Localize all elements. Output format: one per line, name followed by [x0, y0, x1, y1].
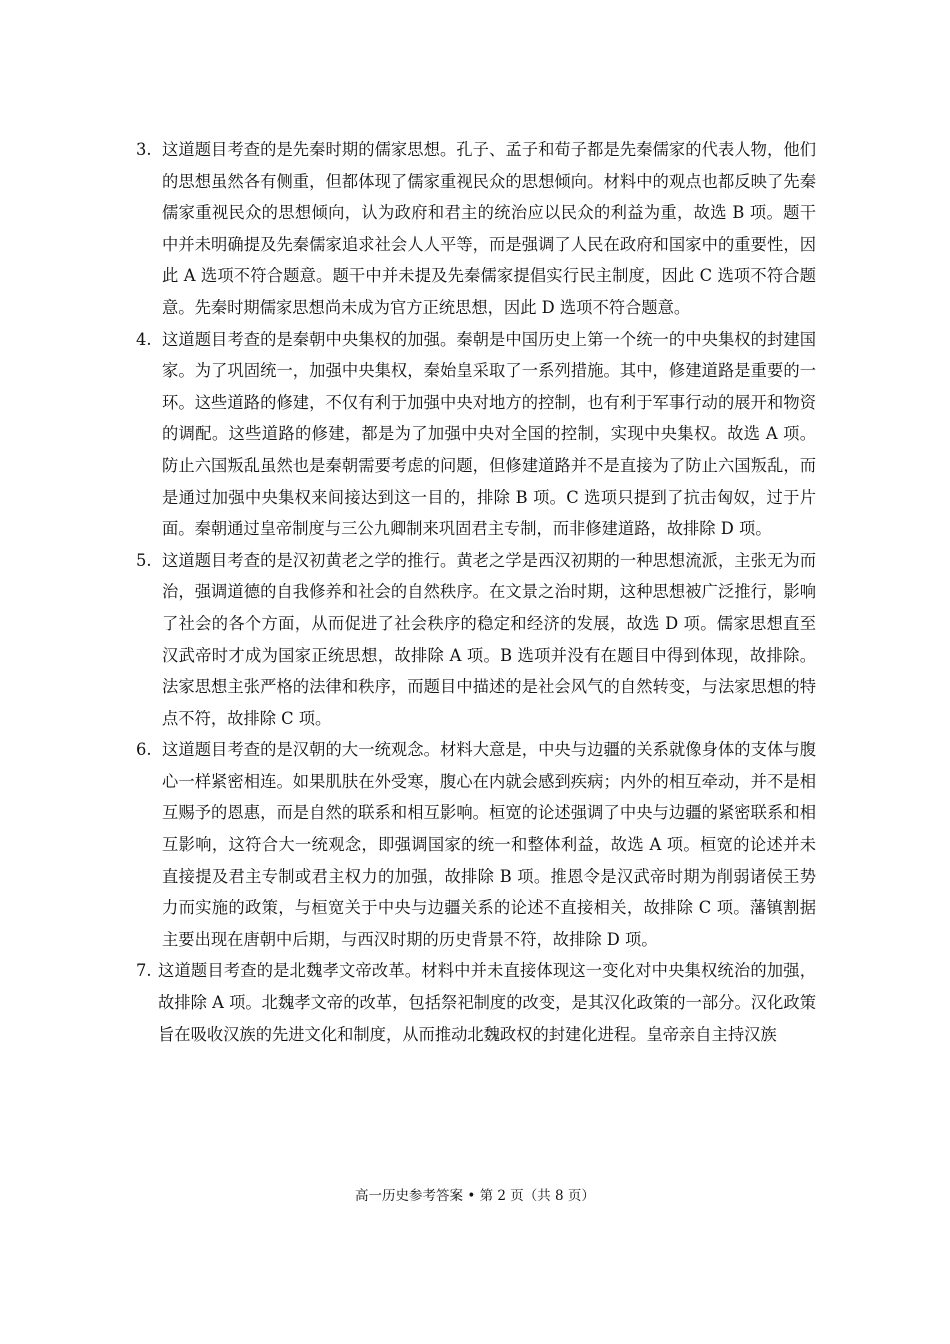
answer-number: 5.	[136, 550, 152, 570]
answer-number: 3.	[136, 140, 152, 159]
answer-text: 这道题目考查的是北魏孝文帝改革。材料中并未直接体现这一变化对中央集权统治的加强，故排除 A 项。北魏孝文帝的改革，包括祭祀制度的改变，是其汉化政策的一部分。汉化政策旨在吸收汉族的先进文化和制度，从而推动北魏政权的封建化进程。皇帝亲自主持汉族	[158, 961, 816, 1044]
answer-number: 4.	[136, 329, 152, 349]
answer-item-3	[136, 134, 816, 324]
answer-item-5	[136, 545, 816, 735]
answer-number: 6.	[136, 740, 152, 760]
answer-text: 这道题目考查的是先秦时期的儒家思想。孔子、孟子和荀子都是先秦儒家的代表人物，他们的思想虽然各有侧重，但都体现了儒家重视民众的思想倾向。材料中的观点也都反映了先秦儒家重视民众的思想倾向，认为政府和君主的统治应以民众的利益为重，故选 B 项。题干中并未明确提及先秦儒家追求社会人人平等，而是强调了人民在政府和国家中的重要性，因此 A 选项不符合题意。题干中并未提及先秦儒家提倡实行民主制度，因此 C 选项不符合题意。先秦时期儒家思想尚未成为官方正统思想，因此 D 选项不符合题意。	[162, 140, 816, 317]
page-footer: 高一历史参考答案 • 第 2 页（共 8 页）	[355, 1188, 595, 1204]
answer-item-7	[136, 955, 816, 1050]
answer-list	[136, 134, 816, 1050]
answer-text: 这道题目考查的是秦朝中央集权的加强。秦朝是中国历史上第一个统一的中央集权的封建国家。为了巩固统一，加强中央集权，秦始皇采取了一系列措施。其中，修建道路是重要的一环。这些道路的修建，不仅有利于加强中央对地方的控制，也有利于军事行动的展开和物资的调配。这些道路的修建，都是为了加强中央对全国的控制，实现中央集权。故选 A 项。防止六国叛乱虽然也是秦朝需要考虑的问题，但修建道路并不是直接为了防止六国叛乱，而是通过加强中央集权来间接达到这一目的，排除 B 项。C 选项只提到了抗击匈奴，过于片面。秦朝通过皇帝制度与三公九卿制来巩固君主专制，而非修建道路，故排除 D 项。	[162, 329, 816, 539]
answer-text: 这道题目考查的是汉朝的大一统观念。材料大意是，中央与边疆的关系就像身体的支体与腹心一样紧密相连。如果肌肤在外受寒，腹心在内就会感到疾病；内外的相互牵动，并不是相互赐予的恩惠，而是自然的联系和相互影响。桓宽的论述强调了中央与边疆的紧密联系和相互影响，这符合大一统观念，即强调国家的统一和整体利益，故选 A 项。桓宽的论述并未直接提及君主专制或君主权力的加强，故排除 B 项。推恩令是汉武帝时期为削弱诸侯王势力而实施的政策，与桓宽关于中央与边疆关系的论述不直接相关，故排除 C 项。藩镇割据主要出现在唐朝中后期，与西汉时期的历史背景不符，故排除 D 项。	[162, 740, 816, 949]
answer-item-4	[136, 324, 816, 545]
answer-number: 7.	[136, 961, 152, 981]
answer-item-6	[136, 734, 816, 955]
answer-text: 这道题目考查的是汉初黄老之学的推行。黄老之学是西汉初期的一种思想流派，主张无为而治，强调道德的自我修养和社会的自然秩序。在文景之治时期，这种思想被广泛推行，影响了社会的各个方面，从而促进了社会秩序的稳定和经济的发展，故选 D 项。儒家思想直至汉武帝时才成为国家正统思想，故排除 A 项。B 选项并没有在题目中得到体现，故排除。法家思想主张严格的法律和秩序，而题目中描述的是社会风气的自然转变，与法家思想的特点不符，故排除 C 项。	[162, 550, 816, 728]
